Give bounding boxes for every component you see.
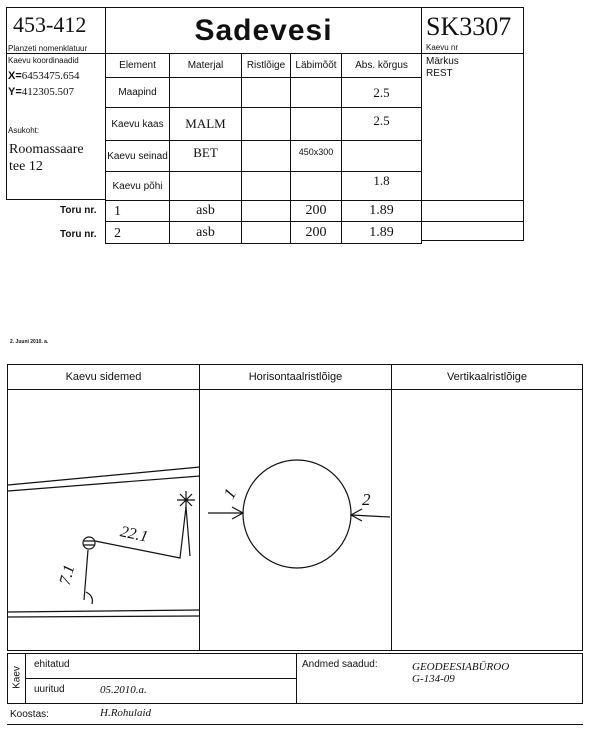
pipe-material: asb	[169, 221, 242, 244]
source-label: Andmed saadud:	[302, 659, 378, 670]
plan-code-cell	[6, 7, 106, 54]
built-label: ehitatud	[34, 659, 70, 670]
row-height: 2.5	[341, 77, 422, 108]
well-id: SK3307	[426, 12, 512, 41]
author-row	[7, 703, 583, 725]
location-line-1: Roomassaare	[9, 142, 84, 157]
remarks-cell	[421, 53, 524, 201]
row-material	[169, 171, 242, 201]
row-material: MALM	[169, 107, 242, 141]
panel-title-connections: Kaevu sidemed	[7, 364, 200, 390]
coords-label: Kaevu koordinaadid	[8, 56, 79, 65]
pipe-label: Toru nr.	[60, 205, 97, 216]
panel-title-vertical: Vertikaalristlõige	[391, 364, 583, 390]
row-element: Kaevu seinad	[105, 140, 170, 172]
coord-y	[8, 86, 74, 98]
row-material	[169, 77, 242, 108]
row-height	[341, 140, 422, 172]
coord-y-value: 412305.507	[21, 86, 75, 98]
row-height: 2.5	[341, 107, 422, 141]
pipe-in-label: 1	[219, 485, 241, 503]
plan-code: 453-412	[13, 12, 87, 37]
row-section	[241, 107, 291, 141]
pipe-height: 1.89	[341, 200, 422, 222]
location-label: Asukoht:	[8, 126, 40, 135]
document-date: 2. Juuni 2010. a.	[10, 339, 49, 345]
surveyed-value: 05.2010.a.	[100, 684, 147, 696]
row-section	[241, 140, 291, 172]
panel-divider-1	[199, 389, 200, 651]
title-cell	[105, 7, 422, 54]
pipe-section	[241, 200, 291, 222]
dimension-long: 22.1	[118, 523, 150, 546]
header-height: Abs. kõrgus	[341, 53, 422, 78]
surveyed-label: uuritud	[34, 684, 65, 695]
dimension-short: 7.1	[56, 563, 79, 587]
pipe-remarks	[421, 200, 524, 222]
plan-label: Planzeti nomenklatuur	[8, 44, 88, 53]
pipe-out-label: 2	[362, 490, 371, 509]
sketch-frame	[7, 364, 583, 651]
pipe-label: Toru nr.	[60, 229, 97, 240]
page-title: Sadevesi	[194, 13, 333, 47]
header-material: Materjal	[169, 53, 242, 78]
row-element: Kaevu põhi	[105, 171, 170, 201]
location-line-2: tee 12	[9, 159, 43, 174]
row-diameter	[290, 77, 342, 108]
footer-split-1	[26, 678, 296, 679]
pipe-remarks	[421, 221, 524, 241]
source-line-1: GEODEESIABÜROO	[412, 661, 510, 673]
panel-title-horizontal: Horisontaalristlõige	[199, 364, 392, 390]
row-diameter	[290, 107, 342, 141]
pipe-diameter: 200	[290, 221, 342, 244]
row-height: 1.8	[341, 171, 422, 201]
row-element: Maapind	[105, 77, 170, 108]
source-line-2: G-134-09	[412, 673, 455, 685]
kaev-label: Kaev	[11, 666, 23, 689]
pipe-height: 1.89	[341, 221, 422, 244]
pipe-section	[241, 221, 291, 244]
coordinates-cell	[6, 53, 106, 200]
coord-x-value: 6453475.654	[21, 70, 80, 82]
well-label: Kaevu nr	[426, 43, 459, 52]
panel-divider-2	[391, 389, 392, 651]
row-diameter: 450x300	[290, 140, 342, 172]
coord-x-prefix: X=	[8, 70, 22, 82]
header-element: Element	[105, 53, 170, 78]
pipe-material: asb	[169, 200, 242, 222]
row-section	[241, 171, 291, 201]
row-material: BET	[169, 140, 242, 172]
pipe-nr: 1	[105, 200, 170, 222]
pipe-nr: 2	[105, 221, 170, 244]
header-diameter: Läbimõõt	[290, 53, 342, 78]
author-label: Koostas:	[10, 709, 49, 720]
row-diameter	[290, 171, 342, 201]
remarks-label: Märkus	[426, 56, 459, 67]
coord-y-prefix: Y=	[8, 86, 22, 98]
footer-split-2	[296, 653, 297, 704]
pipe-diameter: 200	[290, 200, 342, 222]
row-section	[241, 77, 291, 108]
coord-x	[8, 70, 80, 82]
well-id-cell	[421, 7, 524, 54]
header-section: Ristlõige	[241, 53, 291, 78]
author-value: H.Rohulaid	[100, 707, 152, 719]
kaev-vertical-label	[7, 653, 26, 704]
remarks-value: REST	[426, 68, 453, 79]
row-element: Kaevu kaas	[105, 107, 170, 141]
